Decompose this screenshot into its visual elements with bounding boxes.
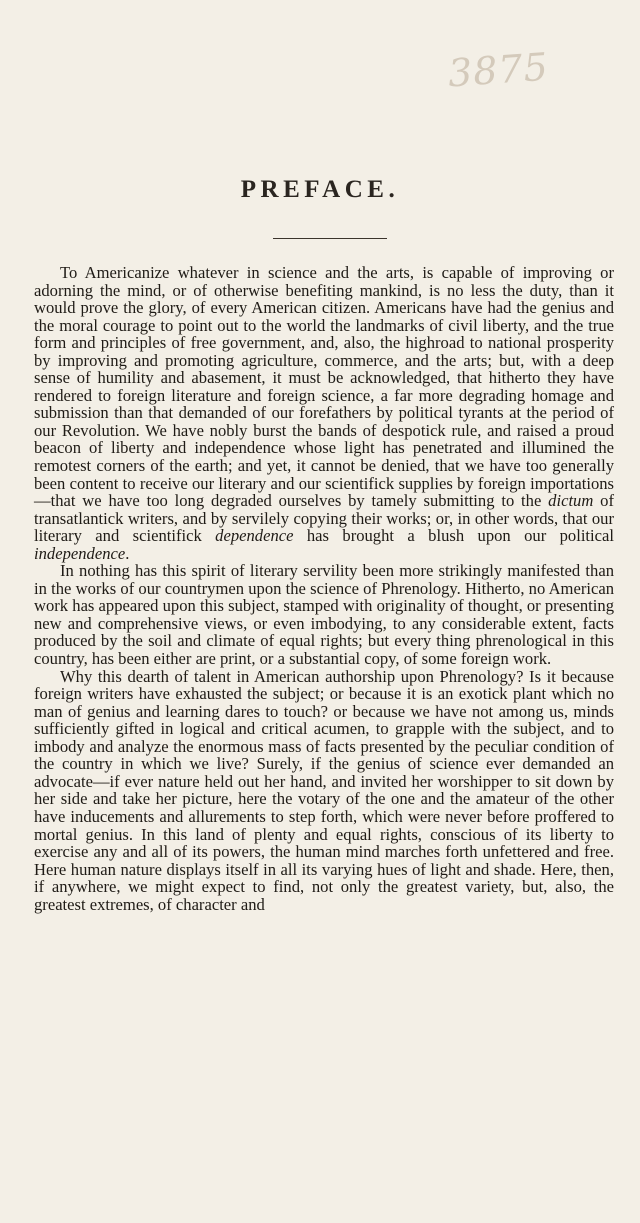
text-run: In nothing has this spirit of literary servility been more strikingly manifested than in the works of our countrymen upon the science of Phrenology. Hitherto, no American work has appeared upon this subject, stamped with originality of thought, or presenting new and comprehensive views, or even imbodying, to any considerable extent, facts produced by the soil and climate of equal rights; but every thing phrenological in this country, has been either are print, or a substantial copy, of some foreign work.	[34, 561, 614, 669]
paragraph-1	[34, 264, 614, 562]
italic-text: independence	[34, 543, 126, 563]
page-title: PREFACE.	[240, 176, 400, 203]
preface-body	[34, 264, 614, 913]
handwritten-annotation: 3875	[446, 44, 551, 96]
text-run: of transatlantick writers, and by servilely copying their works; or, in other words, that our literary and scientifick	[34, 491, 614, 546]
text-run: Why this dearth of talent in American authorship upon Phrenology? Is it because foreign writers have exhausted the subject; or because it is an exotick plant which no man of genius and learning dares to touch? or because we have not among us, minds sufficiently gifted in logical and critical acumen, to grapple with the subject, and to imbody and analyze the enormous mass of facts presented by the peculiar condition of the country in which we live? Surely, if the genius of science ever demanded an advocate—if ever nature held out her hand, and invited her worshipper to sit down by her side and take her picture, here the votary of the one and the amateur of the other have inducements and allurements to step forth, which were never before proffered to mortal genius. In this land of plenty and equal rights, conscious of its liberty to exercise any and all of its powers, the human mind marches forth unfettered and free. Here human nature displays itself in all its varying hues of light and shade. Here, then, if anywhere, we might expect to find, not only the greatest variety, but, also, the greatest extremes, of character and	[34, 666, 614, 914]
italic-text: dependence	[215, 526, 294, 546]
text-run: has brought a blush upon our political	[293, 526, 614, 546]
italic-text: dictum	[548, 491, 594, 511]
paragraph-3	[34, 668, 614, 914]
paragraph-2	[34, 562, 614, 667]
text-run: .	[125, 543, 130, 563]
text-run: To Americanize whatever in science and the arts, is capable of improving or adorning the mind, or of otherwise benefiting mankind, is no less the duty, than it would prove the glory, of every American citizen. Americans have had the genius and the moral courage to point out to the world the landmarks of civil liberty, and the true form and principles of free government, and, also, the highroad to national prosperity by improving and promoting agriculture, commerce, and the arts; but, with a deep sense of humility and abasement, it must be acknowledged, that hitherto they have rendered to foreign literature and foreign science, a far more degrading homage and submission than that demanded of our forefathers by political tyrants at the period of our Revolution. We have nobly burst the bands of despotick rule, and raised a proud beacon of liberty and independence whose light has penetrated and illumined the remotest corners of the earth; and yet, it cannot be denied, that we have too generally been content to receive our literary and our scientifick supplies by foreign importations—that we have too long degraded ourselves by tamely submitting to the	[34, 263, 614, 511]
title-divider	[273, 238, 387, 239]
